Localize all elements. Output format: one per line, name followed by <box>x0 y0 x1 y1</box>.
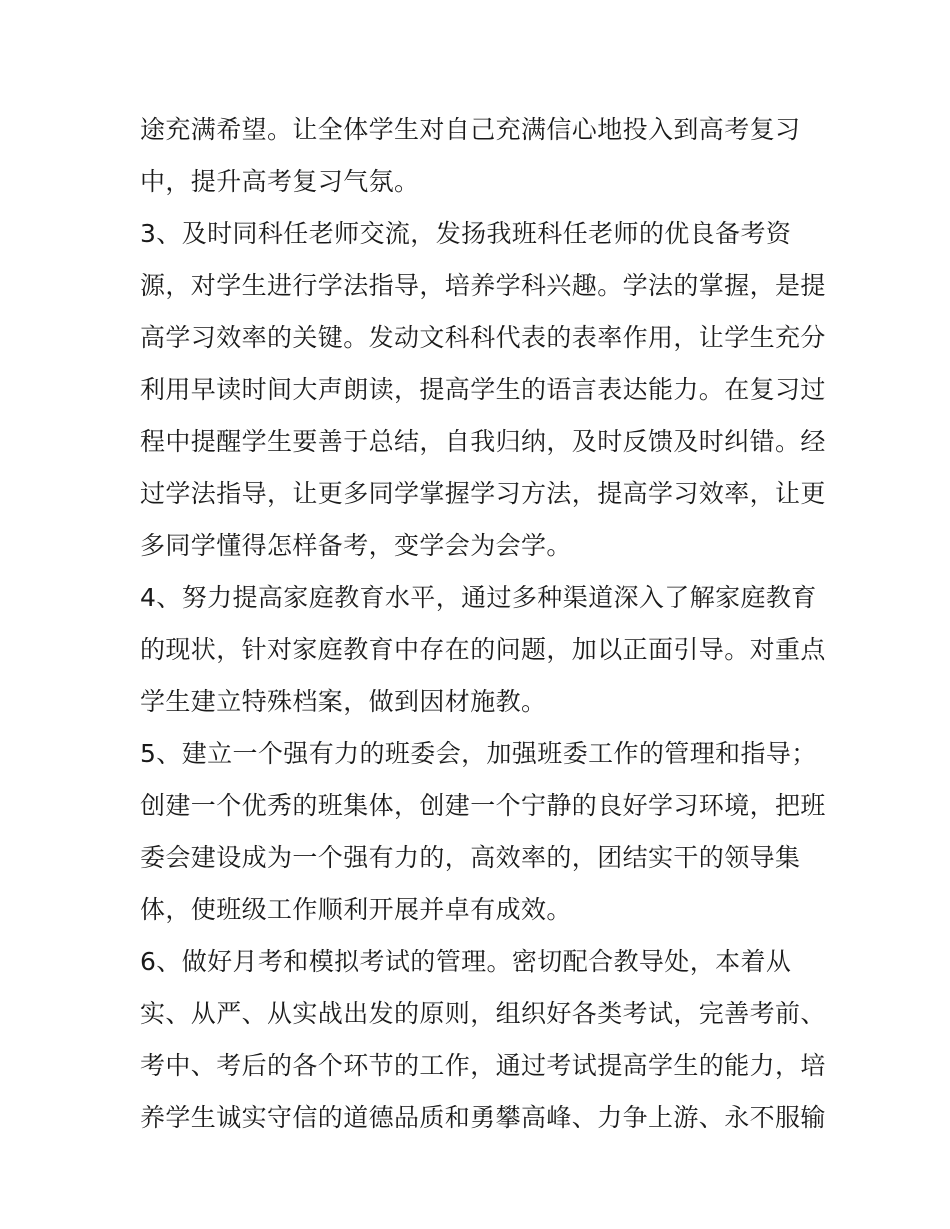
text-line: 学生建立特殊档案，做到因材施教。 <box>140 687 547 716</box>
text-line: 源，对学生进行学法指导，培养学科兴趣。学法的掌握，是提 <box>140 271 826 300</box>
document-body <box>140 104 830 1144</box>
text-line: 3、及时同科任老师交流，发扬我班科任老师的优良备考资 <box>140 219 792 248</box>
text-line: 4、努力提高家庭教育水平，通过多种渠道深入了解家庭教育 <box>140 583 817 612</box>
text-line: 多同学懂得怎样备考，变学会为会学。 <box>140 531 572 560</box>
text-line: 考中、考后的各个环节的工作，通过考试提高学生的能力，培 <box>140 1051 826 1080</box>
text-line: 中，提升高考复习气氛。 <box>140 167 420 196</box>
text-line: 养学生诚实守信的道德品质和勇攀高峰、力争上游、永不服输 <box>140 1103 826 1132</box>
text-line: 利用早读时间大声朗读，提高学生的语言表达能力。在复习过 <box>140 375 826 404</box>
text-line: 委会建设成为一个强有力的，高效率的，团结实干的领导集 <box>140 843 801 872</box>
text-line: 体，使班级工作顺利开展并卓有成效。 <box>140 895 572 924</box>
text-line: 程中提醒学生要善于总结，自我归纳，及时反馈及时纠错。经 <box>140 427 826 456</box>
text-line: 高学习效率的关键。发动文科科代表的表率作用，让学生充分 <box>140 323 826 352</box>
text-line: 5、建立一个强有力的班委会，加强班委工作的管理和指导； <box>140 739 817 768</box>
text-line: 创建一个优秀的班集体，创建一个宁静的良好学习环境，把班 <box>140 791 826 820</box>
text-line: 6、做好月考和模拟考试的管理。密切配合教导处，本着从 <box>140 947 792 976</box>
text-line: 实、从严、从实战出发的原则，组织好各类考试，完善考前、 <box>140 999 826 1028</box>
text-line: 过学法指导，让更多同学掌握学习方法，提高学习效率，让更 <box>140 479 826 508</box>
text-line: 途充满希望。让全体学生对自己充满信心地投入到高考复习 <box>140 115 801 144</box>
text-line: 的现状，针对家庭教育中存在的问题，加以正面引导。对重点 <box>140 635 826 664</box>
